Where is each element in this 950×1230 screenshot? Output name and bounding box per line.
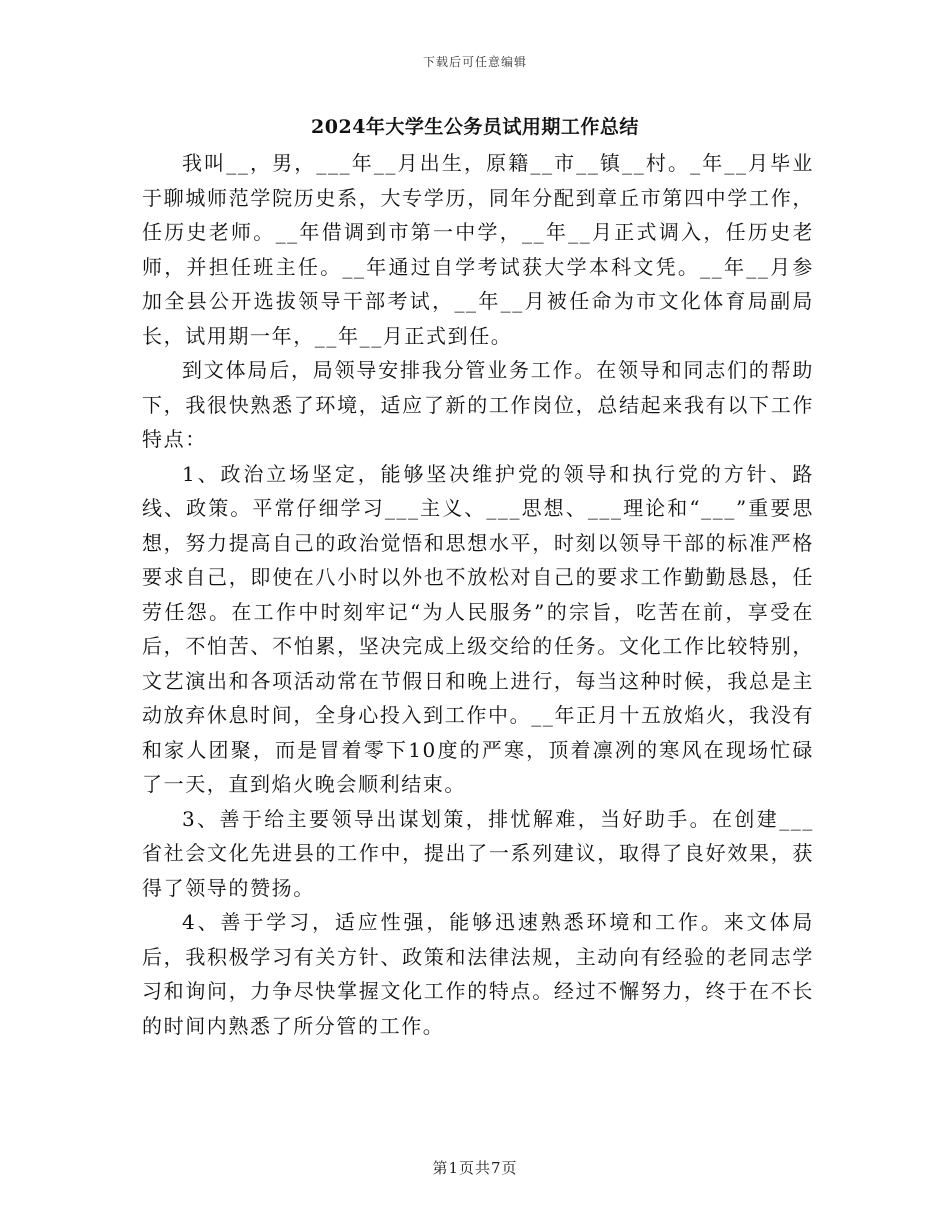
paragraph-arrival: 到文体局后，局领导安排我分管业务工作。在领导和同志们的帮助下，我很快熟悉了环境，适应了新的工作岗位，总结起来我有以下工作特点： [142, 358, 814, 451]
document-title: 2024年大学生公务员试用期工作总结 [311, 116, 639, 138]
header-note: 下载后可任意编辑 [422, 55, 527, 69]
paragraph-point-1: 1、政治立场坚定，能够坚决维护党的领导和执行党的方针、路线、政策。平常仔细学习___主义、___思想、___理论和“___”重要思想，努力提高自己的政治觉悟和思想水平，时刻以领导干部的标准严格要求自己，即使在八小时以外也不放松对自己的要求工作勤勤恳恳，任劳任怨。在工作中时刻牢记“为人民服务”的宗旨，吃苦在前，享受在后，不怕苦、不怕累，坚决完成上级交给的任务。文化工作比较特别，文艺演出和各项活动常在节假日和晚上进行，每当这种时候，我总是主动放弃休息时间，全身心投入到工作中。__年正月十五放焰火，我没有和家人团聚，而是冒着零下10度的严寒，顶着凛冽的寒风在现场忙碌了一天，直到焰火晚会顺利结束。 [142, 461, 814, 796]
paragraph-intro: 我叫__，男，___年__月出生，原籍__市__镇__村。_年__月毕业于聊城师范学院历史系，大专学历，同年分配到章丘市第四中学工作，任历史老师。__年借调到市第一中学，__年__月正式调入，任历史老师，并担任班主任。__年通过自学考试获大学本科文凭。__年__月参加全县公开选拔领导干部考试，__年__月被任命为市文化体育局副局长，试用期一年，__年__月正式到任。 [142, 151, 814, 348]
page-number: 第1页共7页 [432, 1159, 518, 1177]
document-body [142, 146, 814, 1043]
paragraph-point-3: 3、善于给主要领导出谋划策，排忧解难，当好助手。在创建___省社会文化先进县的工作中，提出了一系列建议，取得了良好效果，获得了领导的赞扬。 [142, 806, 814, 900]
paragraph-point-4: 4、善于学习，适应性强，能够迅速熟悉环境和工作。来文体局后，我积极学习有关方针、政策和法律法规，主动向有经验的老同志学习和询问，力争尽快掌握文化工作的特点。经过不懈努力，终于在不长的时间内熟悉了所分管的工作。 [142, 910, 814, 1038]
